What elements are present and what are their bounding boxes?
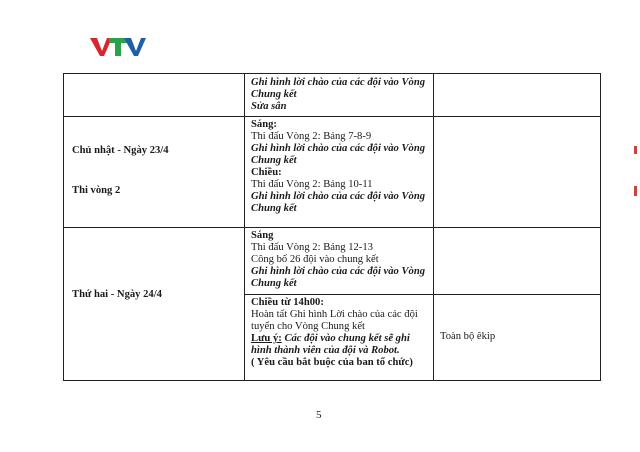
cell-line: Thi đấu Vòng 2: Bảng 12-13 [251, 242, 373, 253]
cell-line: Hoàn tất Ghi hình Lời chào của các đội [251, 309, 418, 320]
edge-mark [634, 186, 637, 196]
page-number: 5 [316, 409, 322, 421]
cell-line: hình thành viên của đội và Robot. [251, 345, 400, 356]
note-label: Lưu ý: [251, 333, 282, 344]
crew-label: Toàn bộ êkip [440, 331, 496, 342]
cell-line: Thi đấu Vòng 2: Bảng 7-8-9 [251, 131, 372, 142]
day-label: Thứ hai - Ngày 24/4 [72, 289, 162, 300]
cell-line: Sáng: [251, 119, 277, 130]
cell-line: Ghi hình lời chào của các đội vào Vòng [251, 77, 426, 88]
cell-line: Ghi hình lời chào của các đội vào Vòng [251, 143, 426, 154]
cell-line [251, 333, 410, 345]
cell-line: Chung kết [251, 155, 297, 166]
round-label: Thi vòng 2 [72, 185, 121, 196]
note-text: Các đội vào chung kết sẽ ghi [281, 333, 410, 344]
cell-line: Công bố 26 đội vào chung kết [251, 254, 379, 265]
cell-line: tuyển cho Vòng Chung kết [251, 321, 365, 332]
day-label: Chủ nhật - Ngày 23/4 [72, 145, 169, 156]
cell-line: ( Yêu cầu bắt buộc của ban tổ chức) [251, 357, 413, 368]
cell-line: Sửa sân [251, 101, 287, 112]
cell-line: Ghi hình lời chào của các đội vào Vòng [251, 266, 426, 277]
cell-line: Chiều từ 14h00: [251, 297, 324, 308]
cell-line: Sáng [251, 230, 274, 241]
cell-line: Chiều: [251, 167, 282, 178]
cell-line: Chung kết [251, 203, 297, 214]
cell-line: Chung kết [251, 89, 297, 100]
edge-mark [634, 146, 637, 154]
cell-line: Thi đấu Vòng 2: Bảng 10-11 [251, 179, 373, 190]
cell-line: Chung kết [251, 278, 297, 289]
cell-line: Ghi hình lời chào của các đội vào Vòng [251, 191, 426, 202]
